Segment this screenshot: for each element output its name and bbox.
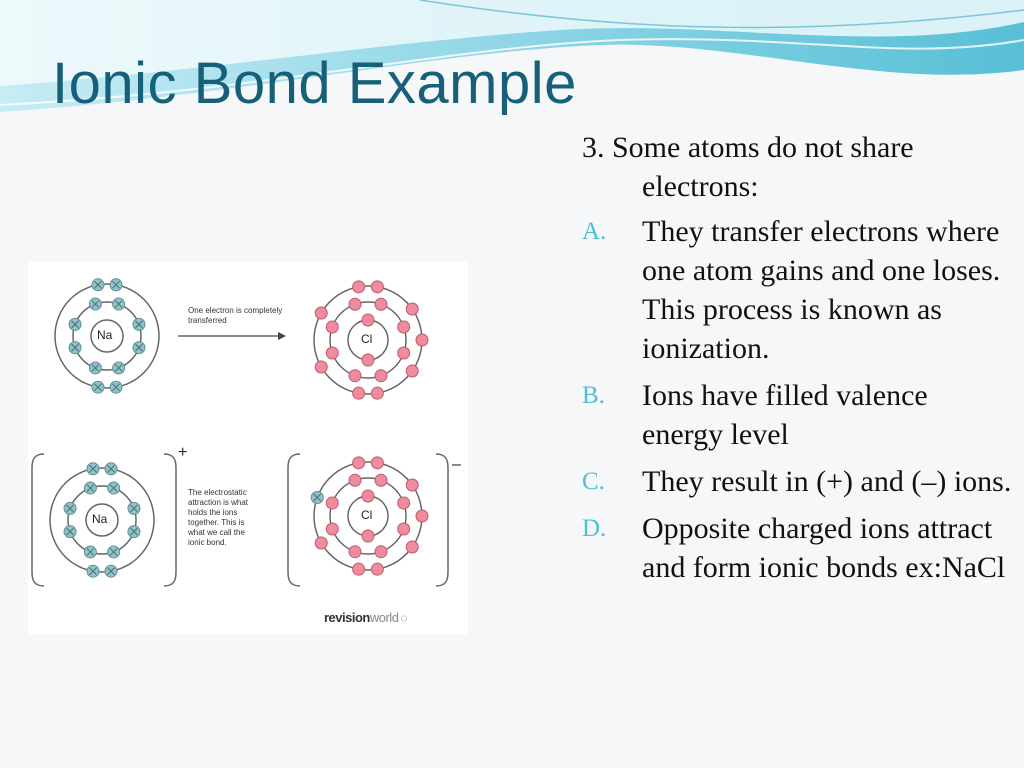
cl-electron [349, 298, 361, 310]
cl-electron [353, 457, 365, 469]
cl-electron [371, 563, 383, 575]
na-electron [113, 362, 125, 374]
na-electron [84, 546, 96, 558]
list-item [582, 212, 1012, 368]
transfer-arrow-icon [178, 332, 286, 340]
cl-electron [353, 281, 365, 293]
list-marker: D. [582, 515, 607, 542]
cl-electron [416, 510, 428, 522]
na-electron [311, 492, 323, 504]
na-electron [110, 279, 122, 291]
na-electron [69, 318, 81, 330]
na-electron [84, 482, 96, 494]
na-electron [105, 565, 117, 577]
cl-electron [326, 523, 338, 535]
na-electron [133, 342, 145, 354]
list-item-text: They transfer electrons where one atom gains and one loses. This process is known as ionization. [642, 215, 1001, 365]
cl-electron [406, 303, 418, 315]
list-marker: C. [582, 468, 605, 495]
na-electron [64, 502, 76, 514]
slide-body [582, 128, 1012, 595]
na-electron [92, 279, 104, 291]
loading-spinner-icon: ◌ [400, 611, 408, 625]
na-electron [69, 342, 81, 354]
na-label: Na [97, 328, 113, 342]
intro-text: 3. Some atoms do not share electrons: [582, 131, 914, 203]
list-item-text: They result in (+) and (–) ions. [642, 465, 1012, 498]
na-electron [108, 546, 120, 558]
list-item [582, 376, 1012, 454]
cl-electron [349, 474, 361, 486]
cl-ion-label: Cl [361, 508, 373, 522]
attraction-caption: The electrostatic attraction is what holds the ions together. This is what we call the ionic bond. [188, 488, 249, 547]
cl-electron [375, 474, 387, 486]
na-electron [113, 298, 125, 310]
cl-electron [315, 307, 327, 319]
cl-electron [398, 321, 410, 333]
cl-electron [326, 321, 338, 333]
negative-charge: – [452, 456, 461, 473]
cl-electron [371, 387, 383, 399]
revisionworld-logo: revisionworld ◌ [324, 610, 408, 625]
cl-electron [362, 314, 374, 326]
cl-electron [398, 497, 410, 509]
cl-electron [375, 546, 387, 558]
cl-electron [362, 530, 374, 542]
cl-electron [353, 387, 365, 399]
list-marker: A. [582, 218, 607, 245]
cl-electron [398, 523, 410, 535]
na-electron [87, 565, 99, 577]
ionic-bond-diagram [28, 262, 468, 634]
na-electron [128, 526, 140, 538]
cl-label: Cl [361, 332, 373, 346]
list-item-text: Opposite charged ions attract and form ionic bonds ex:NaCl [642, 512, 1006, 584]
na-electron [133, 318, 145, 330]
na-electron [89, 362, 101, 374]
cl-electron [315, 361, 327, 373]
cl-electron [416, 334, 428, 346]
cl-electron [371, 457, 383, 469]
list-item-text: Ions have filled valence energy level [642, 379, 928, 451]
na-ion-label: Na [92, 512, 108, 526]
positive-charge: + [178, 444, 188, 461]
na-electron [64, 526, 76, 538]
cl-electron [326, 347, 338, 359]
cl-electron [353, 563, 365, 575]
na-electron [128, 502, 140, 514]
slide-title: Ionic Bond Example [52, 51, 577, 116]
list-item [582, 462, 1012, 501]
transfer-caption: One electron is completely transferred [188, 306, 283, 325]
cl-electron [326, 497, 338, 509]
cl-electron [362, 490, 374, 502]
cl-electron [406, 541, 418, 553]
na-electron [105, 463, 117, 475]
na-electron [89, 298, 101, 310]
na-electron [87, 463, 99, 475]
cl-electron [349, 546, 361, 558]
na-electron [110, 381, 122, 393]
cl-electron [375, 298, 387, 310]
list-item [582, 509, 1012, 587]
cl-electron [349, 370, 361, 382]
cl-electron [406, 365, 418, 377]
cl-electron [371, 281, 383, 293]
cl-electron [362, 354, 374, 366]
na-electron [108, 482, 120, 494]
cl-electron [375, 370, 387, 382]
list-marker: B. [582, 382, 605, 409]
cl-electron [315, 537, 327, 549]
na-electron [92, 381, 104, 393]
cl-electron [398, 347, 410, 359]
cl-electron [406, 479, 418, 491]
